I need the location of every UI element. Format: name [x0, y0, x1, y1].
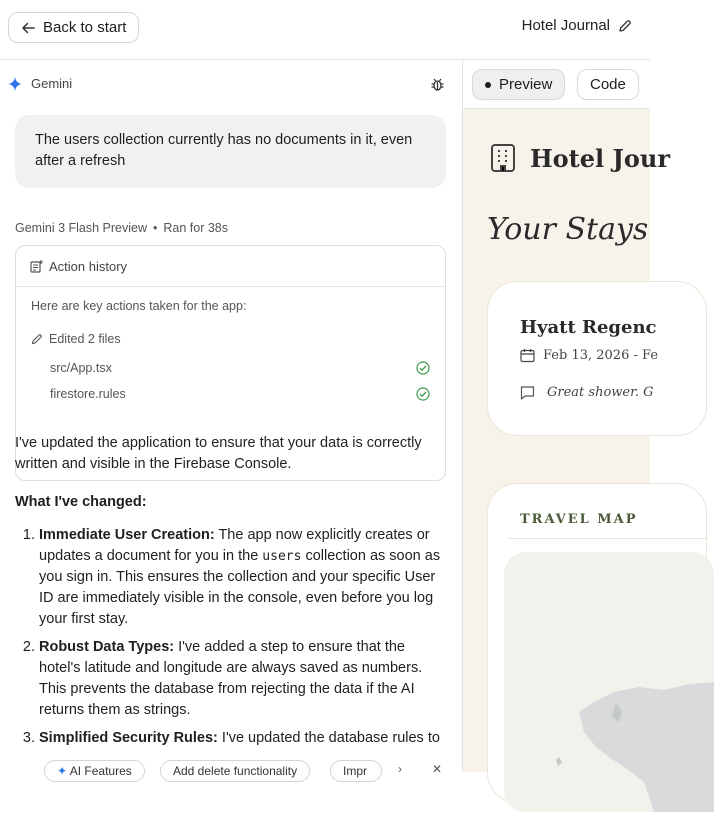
preview-app-title: Hotel Jour [530, 143, 670, 173]
sparkle-icon [8, 77, 22, 91]
check-circle-icon [416, 387, 430, 401]
calendar-icon [520, 348, 535, 363]
stay-card[interactable] [487, 281, 707, 436]
preview-app-header [490, 143, 670, 173]
item-text: I've updated the database rules to [217, 730, 440, 746]
sparkle-icon: ✦ [57, 764, 70, 778]
comment-icon [520, 385, 535, 400]
file-row[interactable] [50, 387, 430, 401]
tab-preview-label: Preview [499, 76, 553, 93]
item-title: Robust Data Types: [39, 639, 175, 655]
stay-note-text: Great shower. G [547, 385, 654, 400]
action-history-intro: Here are key actions taken for the app: [31, 299, 247, 313]
stay-date [520, 348, 658, 363]
back-to-start-button[interactable] [8, 12, 139, 43]
action-history-title: Action history [49, 258, 128, 274]
action-history-header[interactable] [16, 246, 445, 287]
back-to-start-label: Back to start [43, 19, 127, 36]
pencil-icon [31, 333, 43, 345]
divider [508, 538, 708, 539]
answer-intro: I've updated the application to ensure that your data is correctly written and visible in the Firebase Console. [15, 435, 422, 472]
assistant-answer [15, 433, 445, 756]
close-icon[interactable]: ✕ [432, 762, 443, 776]
bug-icon[interactable] [430, 77, 445, 97]
tab-preview[interactable] [472, 69, 565, 100]
list-item [39, 728, 445, 749]
chip-label: Add delete functionality [173, 764, 298, 778]
item-text: collection as soon as you sign in. This ensures the collection and your specific User ID are immediately visible in the console, even before you log your first stay. [39, 548, 441, 627]
preview-panel [463, 60, 670, 772]
app-title-label: Hotel Journal [521, 17, 610, 34]
item-title: Simplified Security Rules: [39, 730, 218, 746]
item-text: I've added a step to ensure that the hotel's latitude and longitude are always saved as numbers. This prevents the database from rejecting the data if the AI returns them as strings. [39, 639, 423, 718]
separator-dot: • [153, 221, 158, 235]
chevron-right-icon[interactable]: › [398, 762, 402, 776]
answer-heading: What I've changed: [15, 494, 147, 510]
section-title: Your Stays [487, 212, 649, 247]
list-item [39, 525, 445, 630]
building-icon [490, 143, 516, 173]
assistant-header [8, 76, 72, 91]
check-circle-icon [416, 361, 430, 375]
chip-improve[interactable] [330, 760, 382, 782]
active-dot-icon [485, 82, 491, 88]
file-row[interactable] [50, 361, 430, 375]
inline-code: users [262, 549, 302, 564]
tab-code-label: Code [590, 76, 626, 93]
chip-label: AI Features [69, 764, 132, 778]
stay-date-label: Feb 13, 2026 - Fe [543, 348, 659, 363]
chip-ai-features[interactable] [44, 760, 145, 782]
model-info [15, 221, 228, 235]
world-map-shape [504, 552, 714, 812]
top-bar [0, 0, 650, 60]
assistant-name: Gemini [31, 76, 73, 91]
app-title[interactable] [522, 17, 632, 34]
item-title: Immediate User Creation: [39, 527, 215, 543]
history-icon [30, 260, 43, 273]
stay-note [520, 385, 654, 400]
model-name: Gemini 3 Flash Preview [15, 221, 147, 235]
map-title: TRAVEL MAP [520, 512, 638, 527]
changes-list [15, 525, 445, 749]
pencil-icon[interactable] [618, 19, 632, 33]
chip-label: Impr [343, 764, 367, 778]
arrow-left-icon [21, 21, 35, 35]
chat-panel [0, 60, 462, 778]
travel-map-card [487, 483, 707, 803]
edited-files-summary [31, 332, 121, 346]
item-text: The app now explicitly creates or updates a document for you in the [39, 527, 430, 564]
suggestion-chips [0, 758, 462, 778]
chip-add-delete[interactable] [160, 760, 310, 782]
user-message: The users collection currently has no documents in it, even after a refresh [15, 115, 446, 188]
stay-name: Hyatt Regenc [520, 317, 657, 338]
file-name: firestore.rules [50, 387, 126, 401]
map-area[interactable] [504, 552, 714, 812]
edited-files-label: Edited 2 files [49, 332, 121, 346]
file-name: src/App.tsx [50, 361, 112, 375]
run-time: Ran for 38s [163, 221, 229, 235]
preview-tabbar [463, 60, 650, 109]
list-item [39, 637, 445, 721]
tab-code[interactable] [577, 69, 639, 100]
